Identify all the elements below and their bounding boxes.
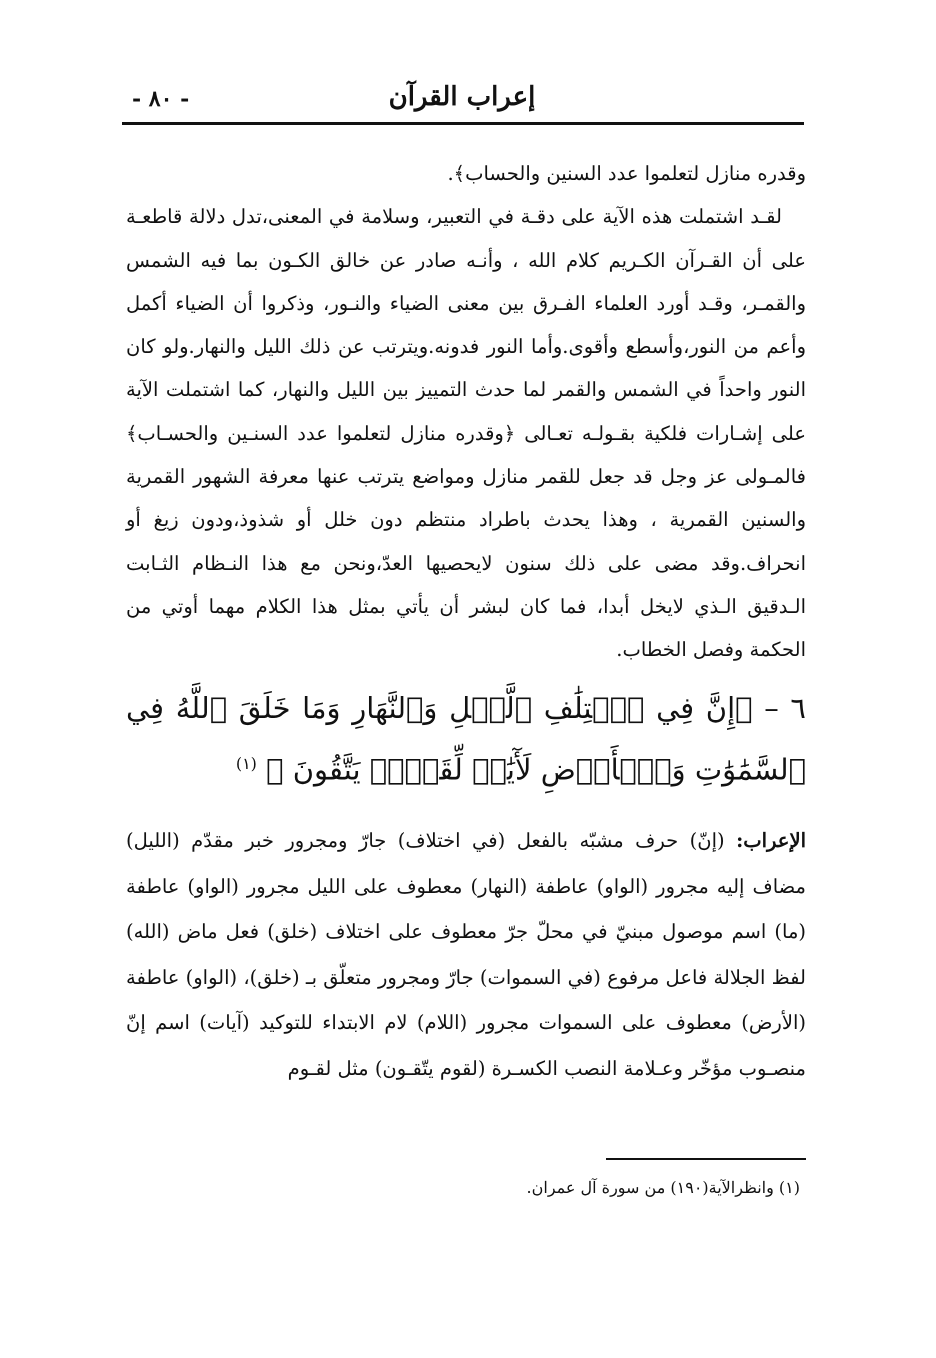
verse-text: ﴿إِنَّ فِي ٱخۡتِلَٰفِ ٱلَّيۡلِ وَٱلنَّهَارِ وَمَا خَلَقَ ٱللَّهُ فِي ٱلسَّمَٰوَٰتِ وَٱلۡأَرۡضِ لَأٓيَٰتٖ لِّقَوۡمٖ يَتَّقُونَ ﴾ <box>126 691 806 787</box>
book-title: إعراب القرآن <box>388 82 536 112</box>
scan-edge-mark <box>0 0 6 60</box>
paragraph-commentary: لقـد اشتملت هذه الآية على دقـة في التعبير، وسلامة في المعنى،تدل دلالة قاطعـة على أن القـرآن الكـريم كلام الله ، وأنـه صادر عن خالق الكـون بما فيه الشمس والقمـر، وقـد أورد العلماء الفـرق بين معنى الضياء والنـور، وذكروا أن الضياء أكمل وأعم من النور،وأسطع وأقوى.وأما النور فدونه.ويترتب عن ذلك الليل والنهار.ولو كان النور واحداً في الشمس والقمر لما حدث التمييز بين الليل والنهار، كما اشتملت الآية على إشـارات فلكية بقـولـه تعـالى ﴿وقدره منازل لتعلموا عدد السنـين والحسـاب﴾ فالمـولى عز وجل قد جعل للقمر منازل ومواضع يترتب عنها معرفة الشهور القمرية والسنين القمرية ، وهذا يحدث باطراد منتظم دون خلل أو شذوذ،ودون زيغ أو انحراف.وقد مضى على ذلك سنون لايحصيها العدّ،ونحن مع هذا النـظام الثـابت الـدقيق الـذي لايخل أبدا، فما كان لبشر أن يأتي بمثل هذا الكلام مهما أوتي من الحكمة وفصل الخطاب. <box>126 205 806 662</box>
page-header <box>122 78 802 118</box>
commentary-text <box>126 152 806 672</box>
header-rule <box>122 122 804 125</box>
footnote: (١) وانظرالآية(١٩٠) من سورة آل عمران. <box>526 1178 800 1197</box>
footnote-rule <box>606 1158 806 1160</box>
paragraph-continuation: وقدره منازل لتعلموا عدد السنين والحساب﴾. <box>447 162 806 185</box>
irab-label: الإعراب: <box>736 829 806 852</box>
verse-number: ٦ – <box>764 691 806 725</box>
irab-text: (إنّ) حرف مشبّه بالفعل (في اختلاف) جارّ ومجرور خبر مقدّم (الليل) مضاف إليه مجرور (الواو) عاطفة (النهار) معطوف على الليل مجرور (الواو) عاطفة (ما) اسم موصول مبنيّ في محلّ جرّ معطوف على اختلاف (خلق) فعل ماض (الله) لفظ الجلالة فاعل مرفوع (في السموات) جارّ ومجرور متعلّق بـ (خلق)، (الواو) عاطفة (الأرض) معطوف على السموات مجرور (اللام) لام الابتداء للتوكيد (آيات) اسم إنّ منصـوب مؤخّر وعـلامة النصب الكسـرة (لقوم يتّقـون) مثل لقـوم <box>126 829 806 1080</box>
quran-verse <box>126 680 806 798</box>
page-number: - ٨٠ - <box>132 86 190 112</box>
irab-section <box>126 818 806 1091</box>
footnote-reference: (١) <box>235 754 257 773</box>
